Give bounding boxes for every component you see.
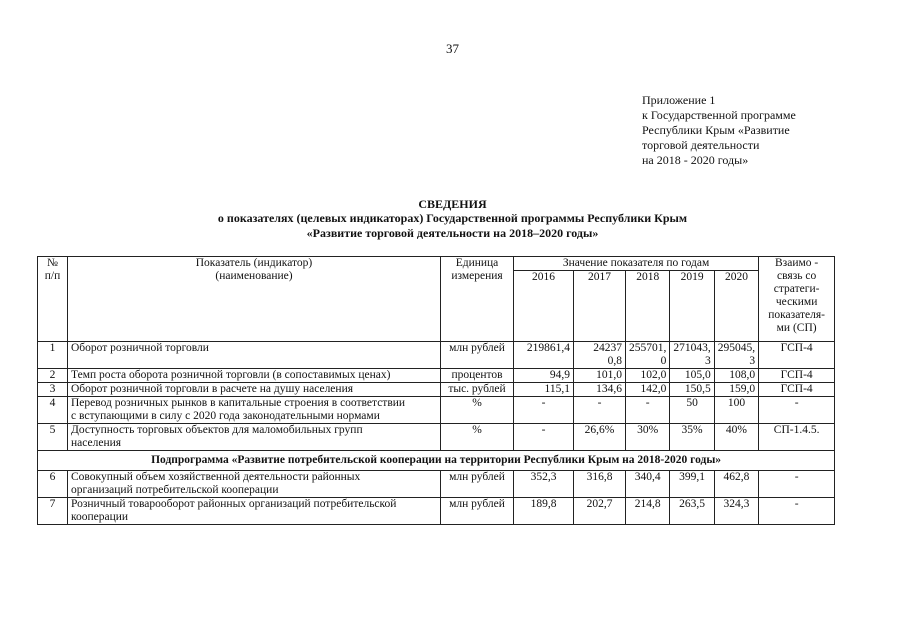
header-link-line: Взаимо - (775, 257, 819, 269)
name-line: Розничный товарооборот районных организаций потребительской (71, 498, 397, 510)
document-title: СВЕДЕНИЯ (418, 197, 487, 211)
header-link (759, 257, 835, 342)
row-value-2017: 101,0 (574, 369, 626, 383)
row-value-2016: 94,9 (514, 369, 574, 383)
table-body (38, 342, 835, 525)
row-unit: млн рублей (441, 471, 514, 498)
row-value-2016: 115,1 (514, 383, 574, 397)
row-value-2017: 316,8 (574, 471, 626, 498)
name-line: населения (71, 437, 122, 449)
row-value-2018: 142,0 (626, 383, 670, 397)
row-num: 5 (38, 424, 68, 451)
row-value-2018: 214,8 (626, 498, 670, 525)
value-line: 0,8 (607, 355, 622, 367)
row-value-2020: 40% (714, 424, 758, 451)
value-line: 24237 (593, 342, 622, 354)
row-unit: % (441, 424, 514, 451)
table-row (38, 383, 835, 397)
header-link-line: стратеги- (773, 283, 820, 295)
header-values-group: Значение показателя по годам (514, 257, 759, 271)
row-value-2018: 102,0 (626, 369, 670, 383)
header-link-line: связь со (777, 270, 817, 282)
row-num: 7 (38, 498, 68, 525)
name-line: Совокупный объем хозяйственной деятельности районных (71, 471, 361, 483)
row-link: - (759, 498, 835, 525)
row-value-2018 (626, 342, 670, 369)
header-year: 2018 (626, 271, 670, 342)
header-indicator-line: Показатель (индикатор) (195, 257, 313, 269)
row-value-2020: 100 (714, 397, 758, 424)
row-unit: тыс. рублей (441, 383, 514, 397)
header-num-line: п/п (44, 270, 61, 282)
annex-line: Приложение 1 (642, 93, 716, 107)
header-year: 2019 (670, 271, 714, 342)
row-value-2016: 189,8 (514, 498, 574, 525)
row-value-2019: 105,0 (670, 369, 714, 383)
row-num: 1 (38, 342, 68, 369)
row-link: ГСП-4 (759, 383, 835, 397)
header-link-line: ческими (775, 296, 818, 308)
row-value-2019 (670, 342, 714, 369)
name-line: Перевод розничных рынков в капитальные строения в соответствии (71, 397, 406, 409)
table-row (38, 342, 835, 369)
row-num: 2 (38, 369, 68, 383)
row-value-2019: 150,5 (670, 383, 714, 397)
header-year: 2017 (574, 271, 626, 342)
row-value-2020: 159,0 (714, 383, 758, 397)
document-subtitle: о показателях (целевых индикаторах) Государственной программы Республики Крым (217, 211, 688, 225)
table-row (38, 471, 835, 498)
row-value-2017: 26,6% (574, 424, 626, 451)
header-num (38, 257, 68, 342)
row-value-2019: 263,5 (670, 498, 714, 525)
indicators-table (37, 256, 835, 525)
row-value-2018: 30% (626, 424, 670, 451)
page-number: 37 (446, 41, 459, 56)
row-value-2018: - (626, 397, 670, 424)
value-line: 0 (660, 355, 667, 367)
row-value-2019: 399,1 (670, 471, 714, 498)
row-value-2016: - (514, 397, 574, 424)
row-name: Оборот розничной торговли (68, 342, 441, 369)
header-unit-line: измерения (451, 270, 503, 282)
header-indicator-line: (наименование) (215, 270, 293, 282)
header-unit (441, 257, 514, 342)
row-value-2019: 50 (670, 397, 714, 424)
row-num: 3 (38, 383, 68, 397)
subprogram-title: Подпрограмма «Развитие потребительской кооперации на территории Республики Крым на 2018-2020 годы» (38, 451, 835, 471)
annex-line: Республики Крым «Развитие (642, 123, 790, 137)
value-line: 255701, (629, 342, 667, 354)
table-row (38, 498, 835, 525)
row-value-2017: 202,7 (574, 498, 626, 525)
name-line: организаций потребительской кооперации (71, 484, 279, 496)
row-name (68, 424, 441, 451)
annex-line: к Государственной программе (642, 108, 796, 122)
value-line: 3 (705, 355, 711, 367)
row-num: 4 (38, 397, 68, 424)
header-link-line: показателя- (768, 309, 825, 321)
row-value-2016: - (514, 424, 574, 451)
row-link: - (759, 397, 835, 424)
row-value-2020: 108,0 (714, 369, 758, 383)
row-value-2017: 134,6 (574, 383, 626, 397)
name-line: кооперации (71, 511, 129, 523)
row-value-2017: - (574, 397, 626, 424)
name-line: Доступность торговых объектов для маломобильных групп (71, 424, 363, 436)
table-row (38, 424, 835, 451)
row-value-2017 (574, 342, 626, 369)
header-num-line: № (47, 257, 58, 269)
row-link: ГСП-4 (759, 342, 835, 369)
value-line: 271043, (673, 342, 711, 354)
row-value-2020 (714, 342, 758, 369)
row-name: Оборот розничной торговли в расчете на душу населения (68, 383, 441, 397)
annex-note (642, 93, 796, 168)
row-value-2019: 35% (670, 424, 714, 451)
annex-line: торговой деятельности (642, 138, 760, 152)
row-name (68, 397, 441, 424)
header-row (38, 257, 835, 271)
row-link: ГСП-4 (759, 369, 835, 383)
name-line: с вступающими в силу с 2020 года законодательными нормами (71, 410, 380, 422)
row-unit: % (441, 397, 514, 424)
row-value-2020: 462,8 (714, 471, 758, 498)
row-num: 6 (38, 471, 68, 498)
row-value-2020: 324,3 (714, 498, 758, 525)
row-value-2016: 352,3 (514, 471, 574, 498)
row-unit: млн рублей (441, 342, 514, 369)
row-value-2016: 219861,4 (514, 342, 574, 369)
annex-line: на 2018 - 2020 годы» (642, 153, 749, 167)
program-name: «Развитие торговой деятельности на 2018–2020 годы» (306, 226, 599, 240)
value-line: 3 (749, 355, 756, 367)
row-unit: процентов (441, 369, 514, 383)
value-line: 295045, (717, 342, 756, 354)
row-value-2018: 340,4 (626, 471, 670, 498)
table-row (38, 369, 835, 383)
header-unit-line: Единица (455, 257, 499, 269)
header-year: 2020 (714, 271, 758, 342)
subprogram-row (38, 451, 835, 471)
row-name: Темп роста оборота розничной торговли (в сопоставимых ценах) (68, 369, 441, 383)
row-unit: млн рублей (441, 498, 514, 525)
row-link: СП-1.4.5. (759, 424, 835, 451)
row-name (68, 471, 441, 498)
header-year: 2016 (514, 271, 574, 342)
row-name (68, 498, 441, 525)
table-row (38, 397, 835, 424)
row-link: - (759, 471, 835, 498)
header-indicator (68, 257, 441, 342)
header-link-line: ми (СП) (776, 322, 817, 334)
